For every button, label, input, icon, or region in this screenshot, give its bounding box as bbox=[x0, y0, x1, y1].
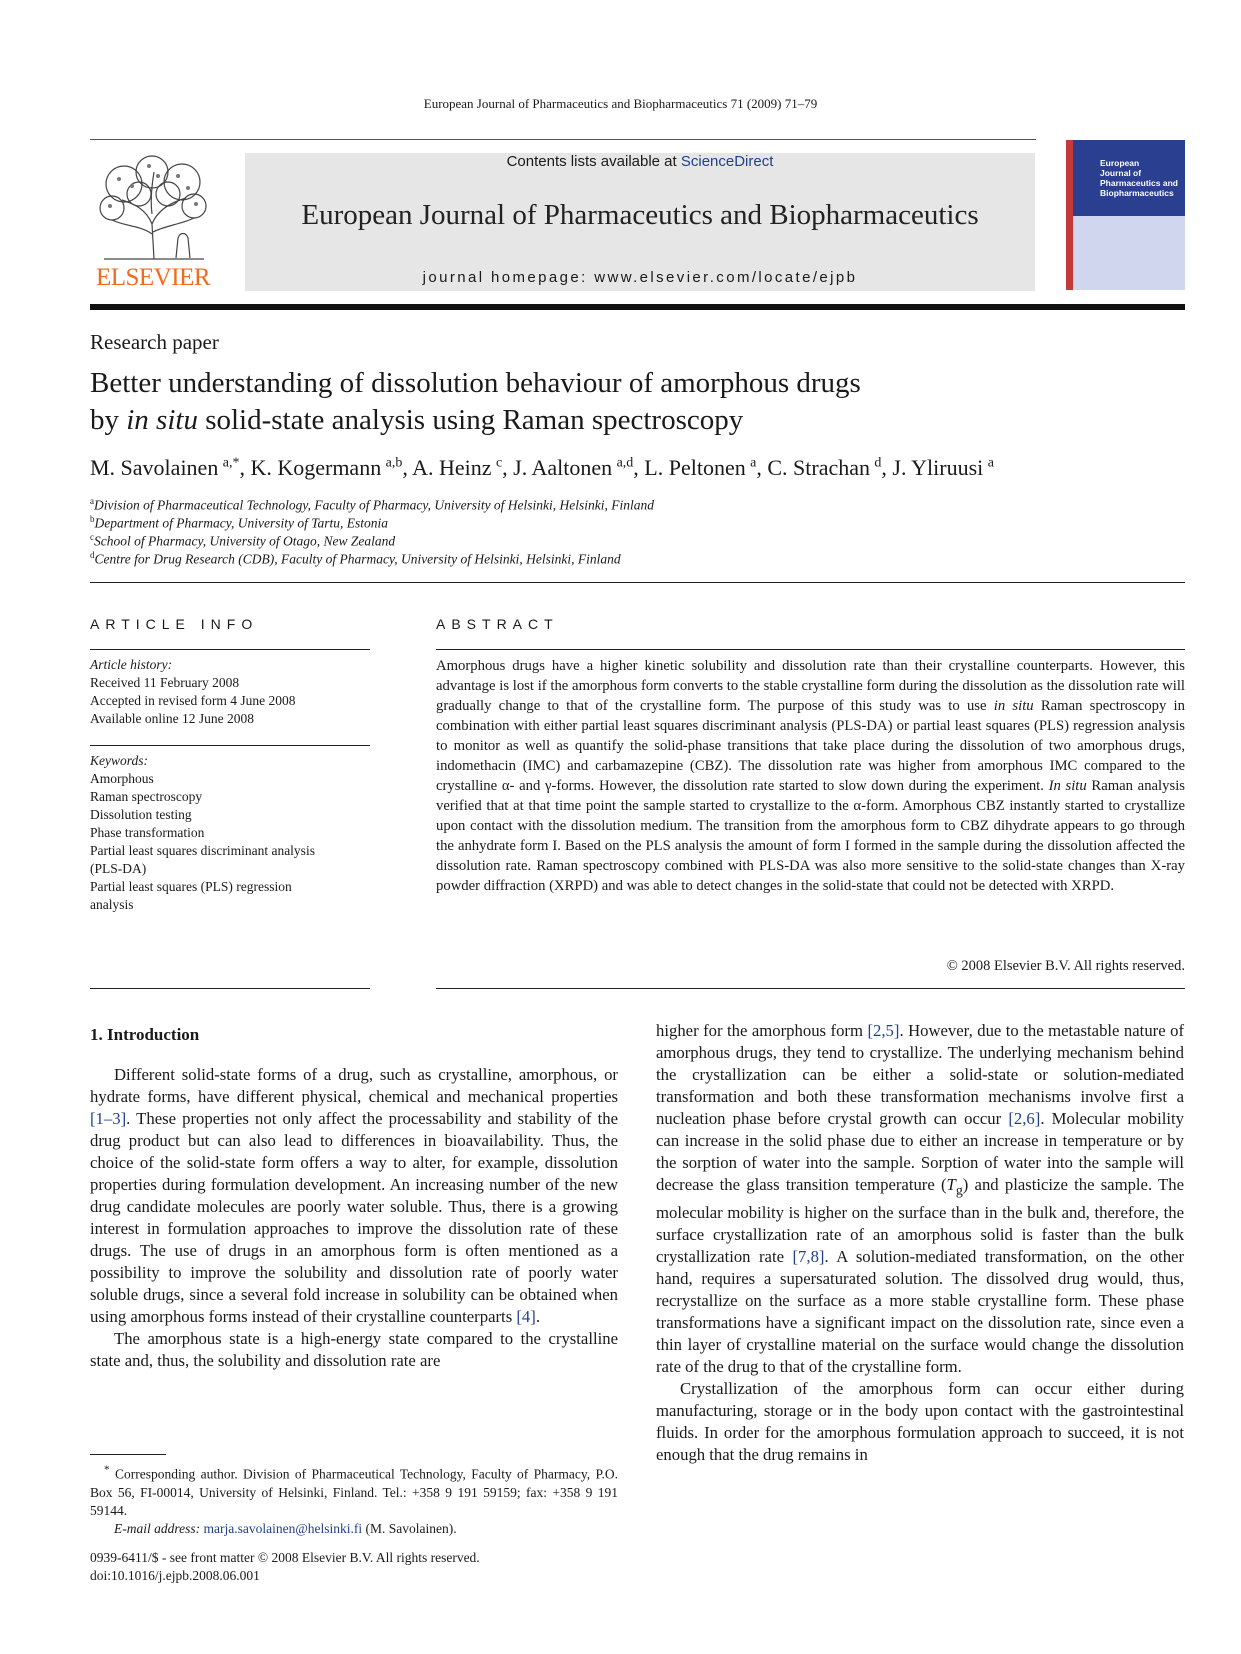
author-affil-sup: d bbox=[874, 455, 882, 471]
abstract-italic: In situ bbox=[1048, 778, 1087, 794]
cover-line: Pharmaceutics and bbox=[1100, 178, 1178, 188]
author-name: A. Heinz bbox=[412, 455, 492, 480]
footnote-rule bbox=[90, 1454, 166, 1455]
section-heading-introduction: 1. Introduction bbox=[90, 1025, 200, 1044]
elsevier-tree-icon bbox=[94, 154, 212, 262]
affiliation-sup: a bbox=[90, 496, 94, 506]
keywords-label: Keywords: bbox=[90, 753, 148, 768]
section-rule bbox=[90, 582, 1185, 583]
author-sep: , bbox=[633, 455, 645, 480]
abstract-rule bbox=[436, 649, 1185, 650]
math-subscript: g bbox=[955, 1183, 963, 1199]
elsevier-wordmark: ELSEVIER bbox=[95, 264, 211, 291]
footnote bbox=[90, 1461, 618, 1538]
body-column-left bbox=[90, 1064, 618, 1372]
citation-link[interactable]: [7,8] bbox=[792, 1247, 825, 1267]
history-item: Received 11 February 2008 bbox=[90, 675, 240, 690]
author-name: L. Peltonen bbox=[644, 455, 746, 480]
citation-link[interactable]: [2,5] bbox=[867, 1021, 900, 1040]
abstract-bottom-rule bbox=[436, 988, 1185, 989]
keyword: (PLS-DA) bbox=[90, 861, 147, 876]
title-italic: in situ bbox=[126, 404, 198, 436]
article-identifiers bbox=[90, 1549, 480, 1585]
cover-spine bbox=[1066, 140, 1073, 290]
text: higher for the amorphous form bbox=[656, 1021, 868, 1040]
cover-line: European bbox=[1100, 158, 1140, 168]
email-label: E-mail address: bbox=[114, 1520, 204, 1536]
keyword: Amorphous bbox=[90, 771, 154, 786]
abstract-segment: Amorphous drugs have a higher kinetic solubility and dissolution rate than their crystalline counterparts. However, this advantage is lost if the amorphous form converts to the stable crystalline form during the dissolution as the dissolution rate will gradually change to that of the crystalline form. The purpose of this study was to use bbox=[436, 658, 1185, 714]
keyword: Raman spectroscopy bbox=[90, 789, 203, 804]
article-history bbox=[90, 656, 370, 728]
author-affil-sup: a,b bbox=[385, 455, 403, 471]
author-affil-sup: a,* bbox=[222, 455, 240, 471]
affiliation-text: Department of Pharmacy, University of Tartu, Estonia bbox=[94, 515, 388, 531]
email-suffix: (M. Savolainen). bbox=[362, 1520, 457, 1536]
keyword: Phase transformation bbox=[90, 825, 205, 840]
text: . Molecular mobility can increase in the solid phase due to either an increase in temperature or by the sorption of water into the sample. Sorption of water into the sample will decrease the glass transition temperature ( bbox=[656, 1109, 1184, 1194]
abstract-italic: in situ bbox=[993, 698, 1034, 714]
journal-title: European Journal of Pharmaceutics and Biopharmaceutics bbox=[301, 199, 979, 231]
text: . However, due to the metastable nature of amorphous drugs, they tend to crystallize. The underlying mechanism behind the crystallization can be either a solid-state or solution-mediated transformation and both these transformation mechanisms involve first a nucleation phase before crystal growth can occur bbox=[656, 1021, 1185, 1128]
title-text: solid-state analysis using Raman spectroscopy bbox=[197, 404, 744, 436]
author-affil-sup: a bbox=[750, 455, 757, 471]
affiliation bbox=[90, 532, 395, 550]
abstract-segment: Raman spectroscopy in combination with either partial least squares discriminant analysis (PLS-DA) or partial least squares (PLS) regression analysis to monitor as well as quantify the solid-phase transitions that take place during the dissolution of two amorphous drugs, indomethacin (IMC) and carbamazepine (CBZ). The dissolution rate was higher from amorphous IMC compared to the crystalline α- and γ-forms. However, the dissolution rate started to slow down during the experiment. bbox=[436, 698, 1185, 794]
cover-line: Journal of bbox=[1100, 168, 1142, 178]
keyword: Dissolution testing bbox=[90, 807, 192, 822]
author-name: M. Savolainen bbox=[90, 455, 219, 480]
keyword: Partial least squares discriminant analysis bbox=[90, 843, 315, 858]
text: . bbox=[535, 1307, 540, 1326]
header-rule bbox=[90, 139, 1036, 140]
journal-banner bbox=[245, 153, 1035, 291]
issn-line: 0939-6411/$ - see front matter © 2008 Elsevier B.V. All rights reserved. bbox=[90, 1550, 480, 1565]
affiliation-sup: d bbox=[90, 550, 95, 560]
citation-link[interactable]: [1–3] bbox=[90, 1109, 127, 1128]
abstract-segment: Raman analysis verified that at that time point the sample started to crystallize to the α-form. Amorphous CBZ instantly started to crystallize upon contact with the dissolution medium. The transition from the amorphous form to CBZ dihydrate appears to go through the anhydrate form I. Based on the PLS analysis the amount of form I formed in the sample during the dissolution affected the dissolution rate. Raman spectroscopy combined with PLS-DA was also more sensitive to the solid-state changes than X-ray powder diffraction (XRPD) and was able to detect changes in the solid-state that could not be detected with XRPD. bbox=[436, 778, 1185, 894]
affiliation-sup: c bbox=[90, 532, 94, 542]
paragraph: Crystallization of the amorphous form can occur either during manufacturing, storage or in the body upon contact with the gastrointestinal fluids. In order for the amorphous formulation approach to succeed, it is not enough that the drug remains in bbox=[656, 1379, 1184, 1465]
affiliation-text: Centre for Drug Research (CDB), Faculty of Pharmacy, University of Helsinki, Helsinki, Finland bbox=[94, 551, 621, 567]
article-info-rule bbox=[90, 649, 370, 650]
history-item: Accepted in revised form 4 June 2008 bbox=[90, 693, 296, 708]
text: . These properties not only affect the processability and stability of the drug product but can also lead to differences in bioavailability. Thus, the choice of the solid-state form offers a way to alter, for example, dissolution properties during formulation development. An increasing number of the new drug candidate molecules are poorly water soluble. Thus, there is a growing interest in formulation approaches to improve the dissolution rate of these drugs. The use of drugs in an amorphous form is often mentioned as a possibility to improve the solubility and dissolution rate of poorly water soluble drugs, since a several fold increase in solubility can be obtained when using amorphous forms instead of their crystalline counterparts bbox=[90, 1109, 618, 1326]
paragraph bbox=[90, 1064, 618, 1328]
paragraph: The amorphous state is a high-energy state compared to the crystalline state and, thus, the solubility and dissolution rate are bbox=[90, 1329, 618, 1370]
keyword: analysis bbox=[90, 897, 134, 912]
author-name: C. Strachan bbox=[767, 455, 871, 480]
citation-link[interactable]: [4] bbox=[516, 1307, 536, 1326]
citation-link[interactable]: [2,6] bbox=[1008, 1109, 1041, 1128]
title-text: by bbox=[90, 404, 127, 436]
author[interactable] bbox=[90, 455, 250, 480]
author[interactable] bbox=[644, 455, 767, 480]
author[interactable] bbox=[250, 455, 412, 480]
author-sep: , bbox=[881, 455, 893, 480]
journal-cover-thumbnail[interactable] bbox=[1066, 140, 1185, 290]
history-item: Available online 12 June 2008 bbox=[90, 711, 254, 726]
footnote-mark: * bbox=[104, 1464, 110, 1476]
author-sep: , bbox=[756, 455, 768, 480]
title-line-2 bbox=[90, 402, 1090, 439]
author-affil-sup: a bbox=[987, 455, 994, 471]
journal-homepage-link[interactable]: journal homepage: www.elsevier.com/locate/ejpb bbox=[422, 269, 858, 286]
affiliation bbox=[90, 496, 654, 514]
author-sep: , bbox=[239, 455, 251, 480]
author-affil-sup: c bbox=[495, 455, 503, 471]
affiliation bbox=[90, 550, 621, 568]
cover-line: Biopharmaceutics bbox=[1100, 188, 1174, 198]
doi-line[interactable]: doi:10.1016/j.ejpb.2008.06.001 bbox=[90, 1568, 260, 1583]
text: ) and plasticize the sample. The molecular mobility is higher on the surface than in the bulk and, therefore, the surface crystallization rate of an amorphous solid is faster than the bulk crystallization rate bbox=[656, 1175, 1184, 1267]
abstract-copyright: © 2008 Elsevier B.V. All rights reserved. bbox=[946, 958, 1185, 974]
author[interactable] bbox=[892, 455, 993, 480]
title-line-1: Better understanding of dissolution behaviour of amorphous drugs bbox=[90, 367, 861, 399]
contents-prefix: Contents lists available at bbox=[506, 153, 681, 170]
email-link[interactable]: marja.savolainen@helsinki.fi bbox=[203, 1520, 363, 1536]
paragraph bbox=[656, 1020, 1184, 1378]
author-name: K. Kogermann bbox=[250, 455, 382, 480]
abstract-heading: ABSTRACT bbox=[436, 616, 559, 632]
header-thick-rule bbox=[90, 304, 1185, 310]
text: Different solid-state forms of a drug, such as crystalline, amorphous, or hydrate forms, have different physical, chemical and mechanical properties bbox=[90, 1065, 618, 1106]
author-name: J. Aaltonen bbox=[513, 455, 613, 480]
author[interactable] bbox=[412, 455, 513, 480]
author-sep: , bbox=[402, 455, 413, 480]
author[interactable] bbox=[513, 455, 644, 480]
cover-title bbox=[1100, 158, 1185, 198]
keyword: Partial least squares (PLS) regression bbox=[90, 879, 292, 894]
running-head: European Journal of Pharmaceutics and Biopharmaceutics 71 (2009) 71–79 bbox=[423, 96, 818, 111]
article-info-bottom-rule bbox=[90, 988, 370, 989]
keywords-rule bbox=[90, 745, 370, 746]
author-affil-sup: a,d bbox=[616, 455, 634, 471]
history-label: Article history: bbox=[90, 657, 173, 672]
body-column-right bbox=[656, 1020, 1184, 1466]
affiliation-text: Division of Pharmaceutical Technology, Faculty of Pharmacy, University of Helsinki, Helsinki, Finland bbox=[94, 497, 655, 513]
contents-line bbox=[245, 153, 1035, 170]
author-list bbox=[90, 455, 994, 481]
footnote-corresponding bbox=[90, 1461, 618, 1520]
sciencedirect-link[interactable]: ScienceDirect bbox=[680, 153, 774, 170]
footnote-text: Corresponding author. Division of Pharmaceutical Technology, Faculty of Pharmacy, P.O. Box 56, FI-00014, University of Helsinki, Finland. Tel.: +358 9 191 59159; fax: +358 9 191 59144. bbox=[90, 1466, 618, 1518]
footnote-email bbox=[90, 1520, 618, 1538]
author-name: J. Yliruusi bbox=[892, 455, 984, 480]
paper-title bbox=[90, 365, 1090, 439]
author-sep: , bbox=[502, 455, 514, 480]
article-info-heading: ARTICLE INFO bbox=[90, 616, 259, 632]
abstract-text bbox=[436, 656, 1185, 896]
author[interactable] bbox=[767, 455, 892, 480]
article-type: Research paper bbox=[90, 330, 219, 354]
affiliation bbox=[90, 514, 388, 532]
elsevier-logo[interactable] bbox=[88, 152, 218, 292]
math-symbol: T bbox=[946, 1175, 956, 1194]
affiliation-text: School of Pharmacy, University of Otago, New Zealand bbox=[94, 533, 396, 549]
text: . A solution-mediated transformation, on the other hand, requires a supersaturated solution. The dissolved drug would, thus, recrystallize on the surface as a more stable crystalline form. These phase transformations have a significant impact on the dissolution rate, since even a thin layer of crystalline material on the surface would change the dissolution rate of the drug to that of the crystalline form. bbox=[656, 1247, 1184, 1377]
keywords bbox=[90, 752, 370, 914]
affiliation-sup: b bbox=[90, 514, 95, 524]
